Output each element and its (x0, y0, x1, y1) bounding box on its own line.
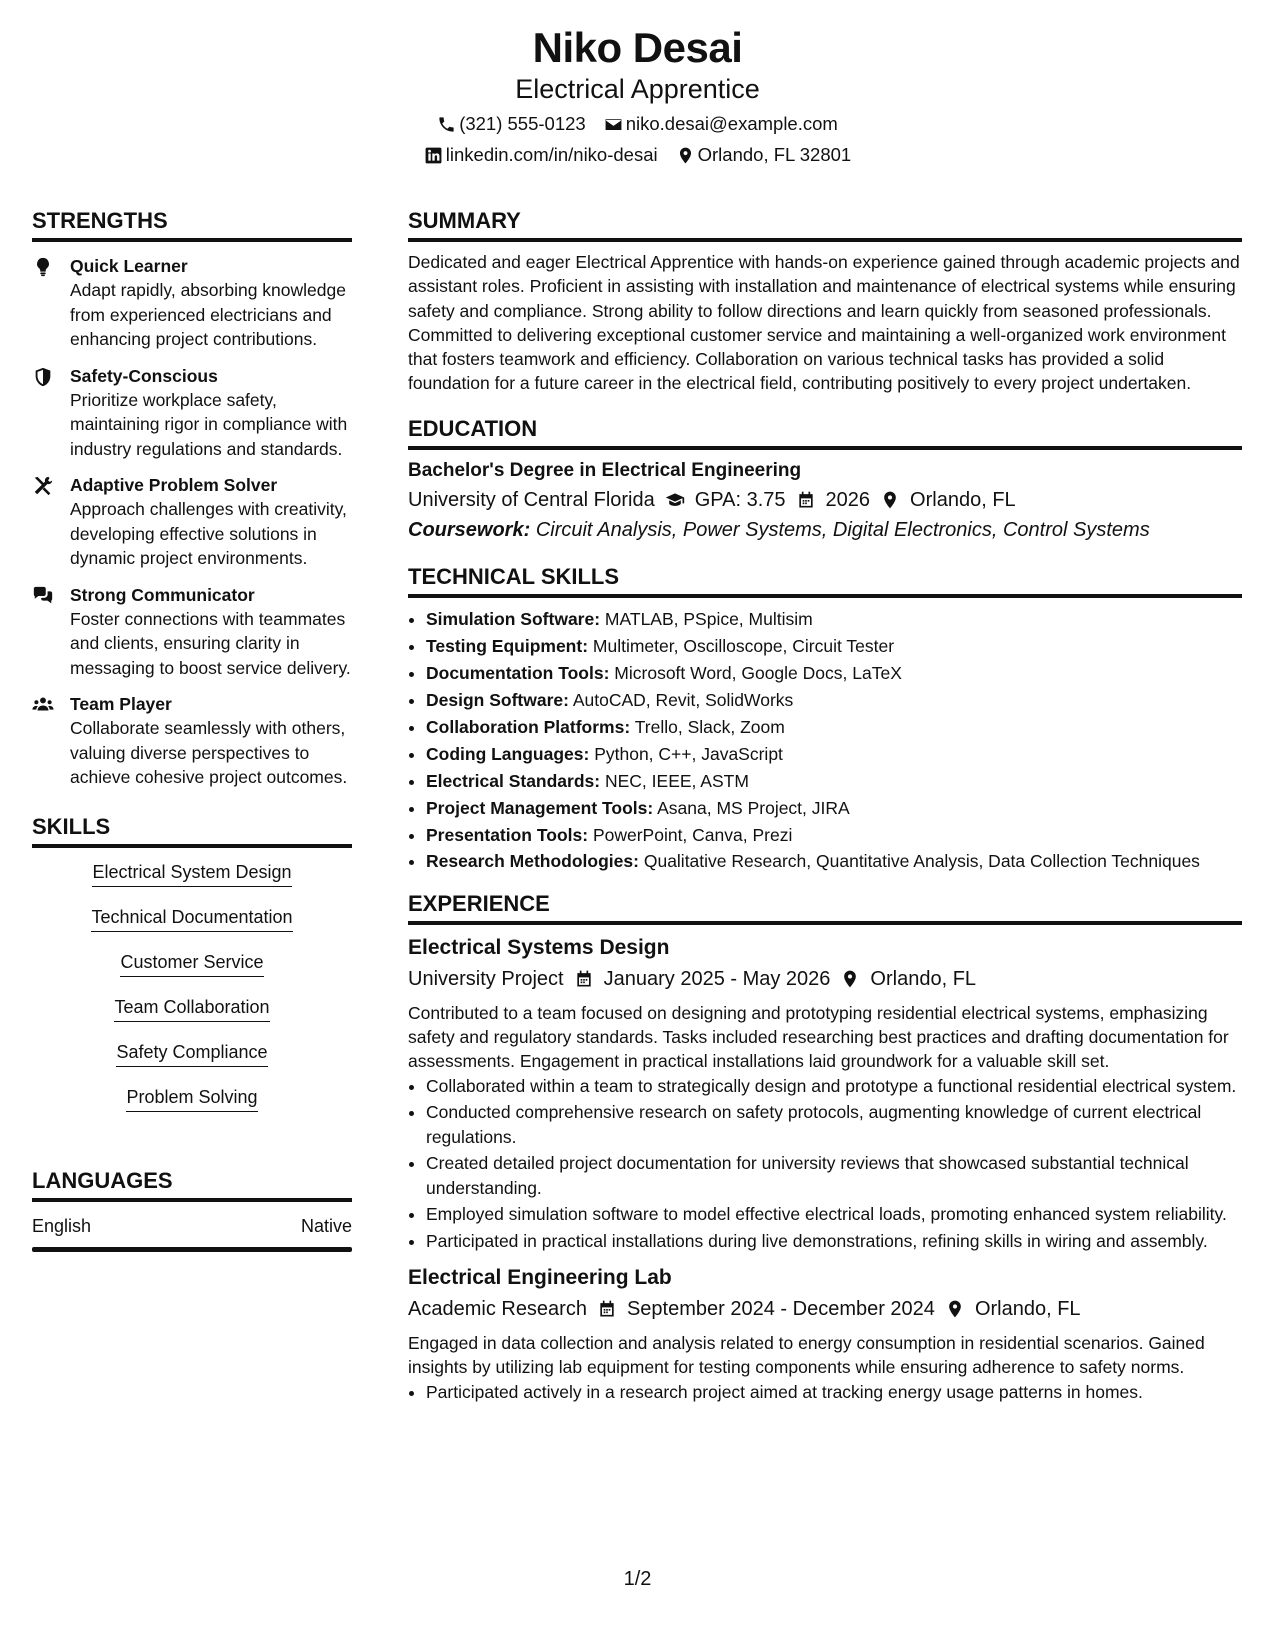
skill-category: Project Management Tools: (426, 797, 654, 818)
list-item: • Conducted comprehensive research on safety protocols, augmenting knowledge of current electrical regulations. (426, 1100, 1242, 1149)
job-entry (408, 1263, 1242, 1404)
degree-title: Bachelor's Degree in Electrical Engineering (408, 459, 802, 481)
job-bullets (408, 1380, 1242, 1405)
coursework (408, 516, 1242, 544)
coursework-list: Circuit Analysis, Power Systems, Digital Electronics, Control Systems (535, 518, 1150, 541)
skill-values: Multimeter, Oscilloscope, Circuit Tester (592, 635, 895, 656)
job-location: Orlando, FL (870, 967, 977, 990)
education-location: Orlando, FL (910, 488, 1016, 511)
summary-heading: SUMMARY (408, 206, 1242, 242)
strength-name: Team Player (70, 694, 172, 714)
list-item (426, 660, 1242, 687)
phone-text: (321) 555-0123 (459, 113, 586, 134)
phone-icon (437, 115, 456, 134)
summary-text: Dedicated and eager Electrical Apprentice with hands-on experience gained through academic projects and assistant roles. Proficient in assisting with installation and maintenance of electrical systems while ensuring safety and compliance. Strong ability to follow directions and learn quickly from seasoned professionals. Committed to delivering exceptional customer service and maintaining a well-organized work environment that fosters teamwork and efficiency. Collaboration on various technical tasks has provided a solid foundation for a future career in the electrical field, contributing positively to every project undertaken. (408, 252, 1240, 394)
job-bullets (408, 1074, 1242, 1254)
graduation-year: 2026 (825, 488, 871, 511)
list-item (426, 687, 1242, 714)
list-item (426, 768, 1242, 795)
language-row (32, 1214, 352, 1238)
job-description: Contributed to a team focused on designing and prototyping residential electrical systems, emphasizing safety and regulatory standards. Tasks included researching best practices and drafting documentation for assessments. Engagement in practical installations laid groundwork for a valuable skill set. (408, 1002, 1229, 1072)
skill-values: Trello, Slack, Zoom (634, 716, 785, 737)
strength-name: Strong Communicator (70, 584, 255, 605)
contact-row-2 (0, 143, 1275, 167)
location-text: Orlando, FL 32801 (697, 144, 852, 165)
skill-category: Design Software: (426, 689, 569, 710)
shield-icon (32, 366, 54, 388)
list-item (426, 714, 1242, 741)
map-pin-icon (945, 1299, 965, 1319)
skill-tag: Safety Compliance (116, 1040, 267, 1067)
strength-item (32, 254, 352, 352)
job-dates: January 2025 - May 2026 (603, 967, 831, 990)
map-pin-icon (880, 490, 900, 510)
skill-values: NEC, IEEE, ASTM (604, 770, 749, 791)
skill-values: Python, C++, JavaScript (594, 743, 783, 764)
skill-values: Microsoft Word, Google Docs, LaTeX (614, 662, 902, 683)
strength-description: Approach challenges with creativity, developing effective solutions in dynamic project environments. (70, 499, 347, 568)
skill-category: Collaboration Platforms: (426, 716, 631, 737)
comments-icon (32, 585, 54, 607)
linkedin-icon (424, 146, 443, 165)
language-level-bar (32, 1247, 352, 1252)
job-organization: Academic Research (408, 1298, 587, 1321)
job-title: Electrical Systems Design (408, 935, 670, 959)
strength-item (32, 692, 352, 790)
skill-values: Qualitative Research, Quantitative Analysis, Data Collection Techniques (643, 850, 1200, 871)
list-item (426, 849, 1242, 873)
strength-item (32, 473, 352, 571)
linkedin-text: linkedin.com/in/niko-desai (445, 144, 658, 165)
candidate-name: Niko Desai (532, 24, 743, 71)
graduation-cap-icon (665, 490, 685, 510)
map-pin-icon (676, 146, 695, 165)
list-item: • Participated actively in a research project aimed at tracking energy usage patterns in homes. (426, 1380, 1242, 1405)
technical-skills-list (408, 606, 1242, 873)
school-name: University of Central Florida (408, 488, 655, 511)
gpa: GPA: 3.75 (694, 488, 786, 511)
skill-tag: Technical Documentation (91, 905, 292, 932)
experience-heading: EXPERIENCE (408, 889, 1242, 925)
strength-description: Prioritize workplace safety, maintaining rigor in compliance with industry regulations and standards. (70, 389, 348, 459)
job-meta (408, 1293, 1242, 1325)
job-location: Orlando, FL (974, 1298, 1081, 1321)
skill-category: Testing Equipment: (426, 635, 589, 656)
contact-row-1 (0, 112, 1275, 136)
strength-description: Collaborate seamlessly with others, valuing diverse perspectives to achieve cohesive project outcomes. (70, 718, 348, 787)
skills-list (32, 860, 352, 1130)
calendar-icon (574, 969, 594, 989)
skill-category: Documentation Tools: (426, 662, 610, 683)
job-entry (408, 933, 1242, 1253)
list-item (426, 606, 1242, 633)
language-level: Native (300, 1215, 352, 1236)
list-item (426, 795, 1242, 822)
linkedin-contact[interactable] (424, 143, 658, 167)
education-meta (408, 484, 1242, 516)
list-item (426, 822, 1242, 849)
list-item: • Created detailed project documentation for university reviews that showcased substantial technical understanding. (426, 1151, 1242, 1200)
skill-tag: Team Collaboration (114, 995, 269, 1022)
job-organization: University Project (408, 967, 564, 990)
candidate-title: Electrical Apprentice (515, 74, 760, 104)
list-item (426, 741, 1242, 768)
education-heading: EDUCATION (408, 414, 1242, 450)
job-dates: September 2024 - December 2024 (626, 1298, 935, 1321)
strength-item (32, 364, 352, 462)
left-column (32, 206, 352, 1252)
skill-tag: Customer Service (120, 950, 263, 977)
coursework-label: Coursework: (408, 518, 531, 541)
strength-description: Foster connections with teammates and clients, ensuring clarity in messaging to boost service delivery. (70, 608, 351, 678)
skill-category: Presentation Tools: (426, 824, 589, 845)
skill-values: AutoCAD, Revit, SolidWorks (572, 689, 794, 710)
languages-heading: LANGUAGES (32, 1166, 352, 1202)
skills-heading: SKILLS (32, 812, 352, 848)
job-title: Electrical Engineering Lab (408, 1266, 672, 1290)
strength-name: Safety-Conscious (70, 365, 218, 386)
lightbulb-icon (32, 256, 54, 278)
language-name: English (32, 1215, 92, 1236)
strength-item (32, 583, 352, 681)
calendar-icon (597, 1299, 617, 1319)
resume-header (0, 22, 1275, 167)
location-contact (676, 143, 852, 167)
tools-icon (32, 475, 54, 497)
page-number: 1/2 (623, 1568, 652, 1590)
list-item (426, 633, 1242, 660)
technical-skills-heading: TECHNICAL SKILLS (408, 562, 1242, 598)
strength-description: Adapt rapidly, absorbing knowledge from experienced electricians and enhancing project contributions. (70, 280, 346, 349)
users-icon (32, 694, 54, 716)
skill-values: MATLAB, PSpice, Multisim (604, 608, 813, 629)
job-meta (408, 963, 1242, 995)
list-item: • Collaborated within a team to strategically design and prototype a functional residential electrical system. (426, 1074, 1242, 1099)
job-description: Engaged in data collection and analysis related to energy consumption in residential scenarios. Gained insights by utilizing lab equipment for testing components while ensuring adherence to safety norms. (408, 1333, 1205, 1378)
skill-tag: Electrical System Design (92, 860, 291, 887)
strengths-heading: STRENGTHS (32, 206, 352, 242)
email-contact[interactable] (604, 112, 838, 136)
calendar-icon (796, 490, 816, 510)
strength-name: Adaptive Problem Solver (70, 475, 278, 495)
list-item: • Employed simulation software to model effective electrical loads, promoting enhanced system reliability. (426, 1202, 1242, 1227)
skill-category: Coding Languages: (426, 743, 590, 764)
skill-category: Electrical Standards: (426, 770, 601, 791)
skill-values: Asana, MS Project, JIRA (657, 797, 850, 818)
envelope-icon (604, 115, 623, 134)
skill-values: PowerPoint, Canva, Prezi (592, 824, 793, 845)
phone-contact[interactable] (437, 112, 586, 136)
skill-tag: Problem Solving (126, 1085, 257, 1112)
email-text: niko.desai@example.com (625, 113, 838, 134)
list-item: • Participated in practical installations during live demonstrations, refining skills in wiring and assembly. (426, 1229, 1242, 1254)
skill-category: Simulation Software: (426, 608, 601, 629)
strength-name: Quick Learner (70, 256, 188, 276)
right-column (408, 206, 1242, 1406)
map-pin-icon (840, 969, 860, 989)
skill-category: Research Methodologies: (426, 850, 639, 871)
